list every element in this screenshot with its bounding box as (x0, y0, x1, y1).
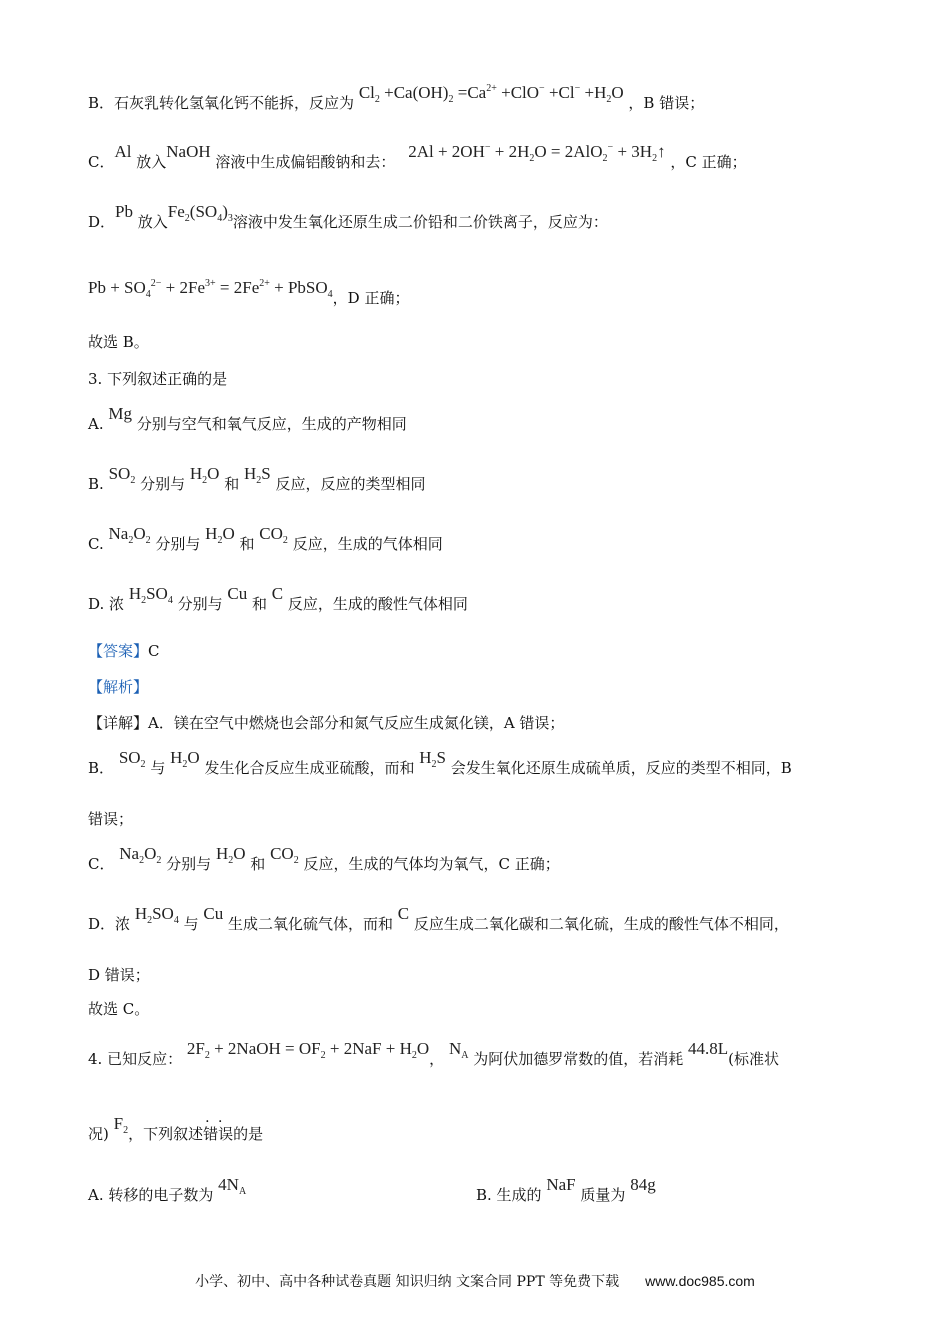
choose-b: 故选 B。 (88, 333, 149, 351)
text: 的是 (233, 1125, 264, 1143)
text: ，B 错误； (628, 94, 705, 112)
text: (标准状 (728, 1050, 780, 1068)
q4-option-b (476, 1175, 656, 1206)
choose-c: 故选 C。 (88, 1000, 150, 1018)
formula-naf: NaF (546, 1175, 576, 1194)
formula-pb-reaction: $Pb + SO_4^{2-} + 2Fe^{3+} = 2Fe^{2+}$ + PbSO$_4$ (88, 278, 333, 300)
formula-pb: Pb (115, 202, 133, 221)
formula-al: Al (114, 142, 132, 161)
text: 和 (247, 595, 268, 613)
text: A. 转移的电子数为 (88, 1186, 214, 1204)
detail-a: 【详解】A．镁在空气中燃烧也会部分和氮气反应生成氮化镁，A 错误； (88, 714, 565, 732)
text: B．石灰乳转化氢氧化钙不能拆，反应为 (88, 94, 355, 112)
text: 和 (234, 535, 255, 553)
formula-fe2so43: $Fe_2(SO_4)_3$ (167, 202, 233, 224)
formula-h2o: $H_2O$ (215, 844, 246, 866)
formula-f2: $F_2$ (113, 1114, 129, 1136)
text: 会发生氧化还原生成硫单质，反应的类型不相同，B (445, 759, 792, 777)
emphasis-wrong: · · 错误 (203, 1125, 233, 1143)
text: 生成二氧化硫气体，而和 (223, 915, 394, 933)
detail-d (88, 904, 789, 942)
q3-option-b (88, 464, 426, 502)
question-4 (88, 1039, 780, 1077)
formula-na2o2: $Na_2O_2$ (108, 524, 151, 546)
detail-b-cont: 错误； (88, 810, 134, 828)
formula-mass: 84g (630, 1175, 656, 1194)
analysis-line-b (88, 83, 705, 121)
text: A. (88, 415, 104, 433)
formula-so2: $SO_2$ (118, 748, 146, 770)
text: 反应生成二氧化碳和二氧化硫，生成的酸性气体不相同， (409, 915, 789, 933)
text: 与 (178, 915, 199, 933)
formula-h2s: $H_2S$ (419, 748, 446, 770)
answer-label: 【答案】 (88, 642, 149, 660)
formula-co2: $CO_2$ (259, 524, 288, 546)
formula-c: C (397, 904, 410, 923)
text: 况) (88, 1125, 109, 1143)
text: 分别与 (172, 595, 223, 613)
text: D. 浓 (88, 595, 125, 613)
text: 反应，反应的类型相同 (270, 475, 426, 493)
text: B. 生成的 (476, 1186, 542, 1204)
text: ，D 正确； (332, 289, 410, 307)
footer-text: 小学、初中、高中各种试卷真题 知识归纳 文案合同 PPT 等免费下载 (195, 1274, 620, 1290)
formula-cu: Cu (227, 584, 248, 603)
text: 放入 (131, 153, 167, 171)
page-footer (0, 1271, 950, 1291)
formula-h2o: $H_2O$ (170, 748, 200, 770)
analysis-line-d (88, 202, 608, 240)
formula-f2-reaction: $2F_2$ + 2NaOH = $OF_2 + 2NaF + H_2O$ (186, 1039, 430, 1061)
formula-h2so4: $H_2SO_4$ (134, 904, 179, 926)
formula-na2o2: $Na_2O_2$ (119, 844, 162, 866)
formula-h2s: $H_2S$ (244, 464, 271, 486)
text: B. (88, 475, 104, 493)
text: D． (88, 213, 116, 231)
text: ， (429, 1050, 445, 1068)
text: 溶液中生成偏铝酸钠和去： (210, 153, 396, 171)
analysis-line-c (88, 142, 747, 180)
formula-cl2-caoh2: $Cl_2 +Ca(OH)_2 =Ca^{2+} +ClO^- +Cl^- +H_2O$ (358, 83, 624, 105)
formula-volume: 44.8L (688, 1039, 729, 1058)
q4-option-a (88, 1175, 247, 1213)
text: 和 (245, 855, 266, 873)
detail-d-cont: D 错误； (88, 966, 150, 984)
formula-c: C (271, 584, 284, 603)
text: C． (88, 855, 115, 873)
analysis-label: 【解析】 (88, 678, 149, 696)
text: 质量为 (575, 1186, 626, 1204)
text: C. (88, 535, 104, 553)
text: 反应，生成的酸性气体相同 (283, 595, 468, 613)
q3-option-d (88, 584, 468, 622)
text: 和 (219, 475, 240, 493)
text: 为阿伏加德罗常数的值，若消耗 (468, 1050, 684, 1068)
text: D．浓 (88, 915, 131, 933)
q3-option-a (88, 404, 407, 435)
formula-mg: Mg (108, 404, 133, 423)
text: ，C 正确； (670, 153, 747, 171)
detail-b (88, 748, 792, 786)
formula-co2: $CO_2$ (270, 844, 299, 866)
text: 放入 (133, 213, 168, 231)
formula-h2so4: $H_2SO_4$ (128, 584, 173, 606)
text: 与 (145, 759, 166, 777)
answer-value: C (148, 642, 160, 660)
text: 反应，生成的气体均为氧气，C 正确； (298, 855, 560, 873)
formula-al-naoh-reaction: $2Al + 2OH^- + 2H_2O = 2AlO_2^-$ + $3H_2↑$ (408, 142, 666, 164)
text: 溶液中发生氧化还原生成二价铅和二价铁离子，反应为： (232, 213, 608, 231)
text: B． (88, 759, 115, 777)
text: ，下列叙述 (128, 1125, 204, 1143)
question-3: 3. 下列叙述正确的是 (88, 370, 228, 388)
formula-naoh: NaOH (166, 142, 211, 161)
question-4-cont (88, 1114, 264, 1152)
text: 分别与 (161, 855, 212, 873)
analysis-line-d-equation (88, 278, 410, 316)
text: C． (88, 153, 115, 171)
text: 发生化合反应生成亚硫酸，而和 (199, 759, 415, 777)
q3-option-c (88, 524, 443, 562)
formula-cu: Cu (203, 904, 224, 923)
formula-na: $N_A$ (448, 1039, 469, 1061)
footer-site-link[interactable]: www.doc985.com (645, 1273, 755, 1289)
text: 分别与 (150, 535, 201, 553)
text: 反应，生成的气体相同 (287, 535, 443, 553)
formula-h2o: $H_2O$ (205, 524, 235, 546)
detail-c (88, 844, 560, 882)
text: 分别与空气和氧气反应，生成的产物相同 (132, 415, 407, 433)
formula-h2o: $H_2O$ (189, 464, 220, 486)
formula-4na: $4N_A$ (218, 1175, 247, 1197)
formula-so2: $SO_2$ (108, 464, 136, 486)
text: 分别与 (135, 475, 186, 493)
answer-line (88, 640, 160, 662)
text: 4. 已知反应： (88, 1050, 183, 1068)
